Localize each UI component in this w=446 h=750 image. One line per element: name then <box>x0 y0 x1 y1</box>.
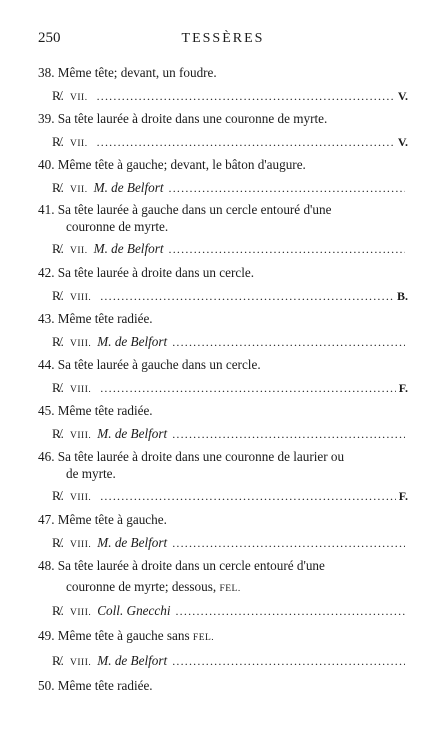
page-number: 250 <box>38 30 61 46</box>
reverse-45 <box>52 425 408 445</box>
page-title: TESSÈRES <box>181 31 265 46</box>
inscription-fel: FEL. <box>219 584 241 594</box>
leader-dots <box>172 334 405 351</box>
plate-number: VIII. <box>70 608 92 618</box>
plate-number: VII. <box>70 139 88 149</box>
leader-dots <box>100 288 394 305</box>
entry-50: 50. Même tête radiée. <box>38 678 153 693</box>
leader-dots <box>97 88 395 105</box>
leader-dots <box>100 380 396 397</box>
leader-dots <box>172 535 405 552</box>
plate-number: VII. <box>70 93 88 103</box>
reverse-symbol: R̸. <box>52 134 64 149</box>
reverse-symbol: R̸. <box>52 488 64 503</box>
plate-number: VIII. <box>70 658 92 668</box>
leader-dots <box>172 426 405 443</box>
reverse-symbol: R̸. <box>52 334 64 349</box>
leader-dots <box>169 180 405 197</box>
entry-44: 44. Sa tête laurée à gauche dans un cercle. <box>38 357 261 372</box>
collection-name: M. de Belfort <box>97 426 168 441</box>
entry-48-continuation <box>66 578 241 598</box>
reverse-symbol: R̸. <box>52 288 64 303</box>
inscription-fel: FEL. <box>192 633 215 643</box>
plate-number: VIII. <box>70 540 92 550</box>
reverse-mark: F. <box>398 381 408 395</box>
reverse-symbol: R̸. <box>52 88 64 103</box>
entry-38: 38. Même tête; devant, un foudre. <box>38 65 217 80</box>
reverse-symbol: R̸. <box>52 180 64 195</box>
reverse-47 <box>52 534 408 554</box>
entry-43: 43. Même tête radiée. <box>38 311 153 326</box>
reverse-42 <box>52 287 408 307</box>
page-header <box>38 30 408 50</box>
entry-47: 47. Même tête à gauche. <box>38 512 167 527</box>
plate-number: VII. <box>70 246 88 256</box>
reverse-symbol: R̸. <box>52 426 64 441</box>
continuation-text: couronne de myrte; dessous, <box>66 579 220 594</box>
reverse-mark: F. <box>398 489 408 503</box>
reverse-38 <box>52 87 408 107</box>
leader-dots <box>100 488 396 505</box>
leader-dots <box>169 241 405 258</box>
entry-42: 42. Sa tête laurée à droite dans un cercle. <box>38 265 255 280</box>
entry-text: 49. Même tête à gauche sans <box>38 628 193 643</box>
reverse-symbol: R̸. <box>52 653 64 668</box>
reverse-39 <box>52 133 408 153</box>
entry-49 <box>38 627 214 647</box>
reverse-43 <box>52 333 408 353</box>
reverse-44 <box>52 379 408 399</box>
plate-number: VIII. <box>70 493 92 503</box>
reverse-mark: B. <box>396 289 408 303</box>
leader-dots <box>97 134 395 151</box>
collection-name: M. de Belfort <box>93 180 164 195</box>
leader-dots <box>172 653 405 670</box>
collection-name: M. de Belfort <box>97 334 168 349</box>
reverse-mark: V. <box>397 89 408 103</box>
plate-number: VIII. <box>70 339 92 349</box>
entry-45: 45. Même tête radiée. <box>38 403 153 418</box>
entry-40: 40. Même tête à gauche; devant, le bâton d'augure. <box>38 157 306 172</box>
plate-number: VIII. <box>70 293 92 303</box>
plate-number: VII. <box>70 185 88 195</box>
entry-46: 46. Sa tête laurée à droite dans une couronne de laurier ou <box>38 449 345 464</box>
reverse-48 <box>52 602 408 622</box>
collection-name: Coll. Gnecchi <box>97 603 171 618</box>
reverse-symbol: R̸. <box>52 603 64 618</box>
plate-number: VIII. <box>70 385 92 395</box>
collection-name: M. de Belfort <box>97 653 168 668</box>
entry-39: 39. Sa tête laurée à droite dans une couronne de myrte. <box>38 111 328 126</box>
entry-46-continuation: de myrte. <box>66 466 116 481</box>
collection-name: M. de Belfort <box>97 535 168 550</box>
reverse-symbol: R̸. <box>52 380 64 395</box>
entry-48: 48. Sa tête laurée à droite dans un cercle entouré d'une <box>38 558 325 573</box>
reverse-40 <box>52 179 408 199</box>
leader-dots <box>175 603 405 620</box>
reverse-mark: V. <box>397 135 408 149</box>
reverse-41 <box>52 240 408 260</box>
collection-name: M. de Belfort <box>93 241 164 256</box>
reverse-symbol: R̸. <box>52 535 64 550</box>
reverse-49 <box>52 652 408 672</box>
reverse-46 <box>52 487 408 507</box>
entry-41: 41. Sa tête laurée à gauche dans un cercle entouré d'une <box>38 202 332 217</box>
reverse-symbol: R̸. <box>52 241 64 256</box>
entry-41-continuation: couronne de myrte. <box>66 219 169 234</box>
plate-number: VIII. <box>70 431 92 441</box>
